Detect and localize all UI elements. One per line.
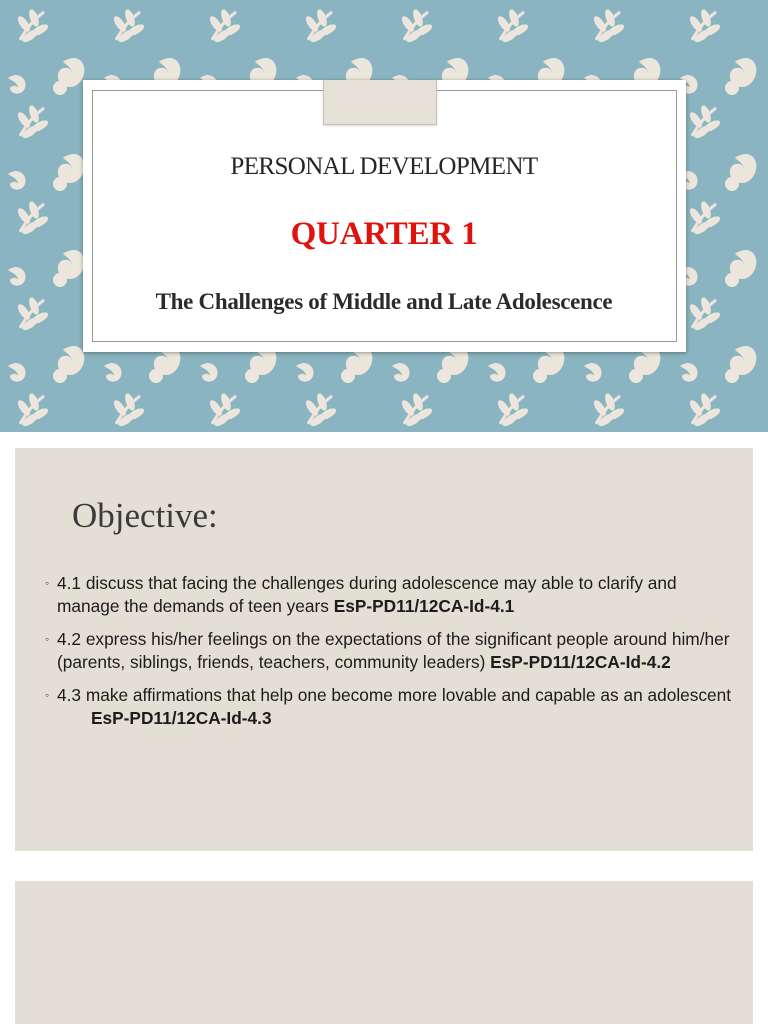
objective-item bbox=[45, 572, 735, 618]
competency-code: EsP-PD11/12CA-Id-4.1 bbox=[333, 596, 515, 616]
objective-item bbox=[45, 628, 735, 674]
bullet-icon: ◦ bbox=[45, 576, 50, 590]
bullet-icon: ◦ bbox=[45, 632, 50, 646]
objectives-slide bbox=[15, 448, 753, 851]
competency-code: EsP-PD11/12CA-Id-4.2 bbox=[490, 652, 671, 672]
objective-text: 4.3 make affirmations that help one become more lovable and capable as an adolescent bbox=[57, 685, 732, 705]
objective-text: 4.1 discuss that facing the challenges during adolescence may able to clarify and manage the demands of teen years bbox=[57, 573, 677, 616]
objective-text: 4.2 express his/her feelings on the expectations of the significant people around him/her (parents, siblings, friends, teachers, community leaders) bbox=[57, 629, 730, 672]
title-card-tab bbox=[323, 80, 437, 125]
objective-list bbox=[45, 572, 735, 740]
bullet-icon: ◦ bbox=[45, 688, 50, 702]
quarter-title: QUARTER 1 bbox=[290, 216, 478, 252]
title-slide bbox=[0, 0, 768, 432]
competency-code: EsP-PD11/12CA-Id-4.3 bbox=[91, 708, 272, 728]
next-slide bbox=[15, 881, 753, 1024]
objective-heading: Objective: bbox=[72, 496, 218, 535]
objective-item bbox=[45, 684, 735, 730]
subject-title: PERSONAL DEVELOPMENT bbox=[230, 153, 538, 180]
topic-title: The Challenges of Middle and Late Adolescence bbox=[155, 289, 613, 314]
